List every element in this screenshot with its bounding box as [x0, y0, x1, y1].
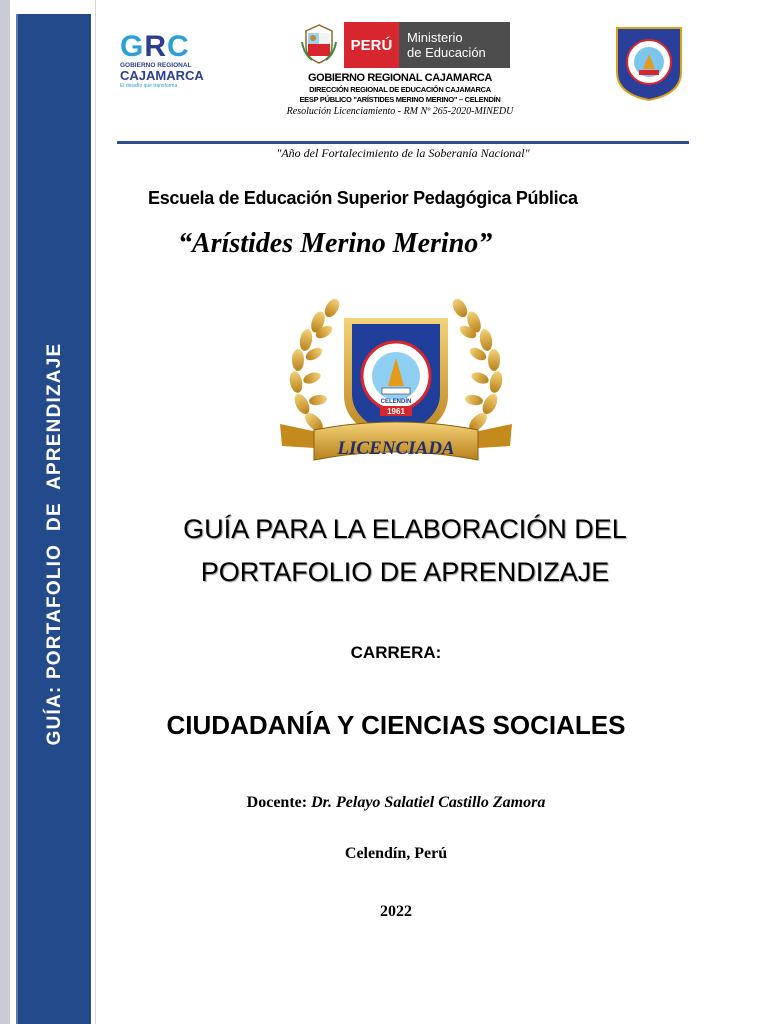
national-shield-icon	[300, 22, 338, 66]
licensed-crest-icon	[274, 296, 518, 472]
document-title	[120, 508, 690, 594]
header-rule	[117, 141, 689, 144]
teacher-line	[120, 794, 672, 812]
career-label: CARRERA:	[350, 643, 442, 662]
teacher-label: Docente:	[246, 794, 308, 811]
side-banner	[16, 14, 91, 1024]
place-text: Celendín, Perú	[344, 845, 448, 862]
direction-title: DIRECCIÓN REGIONAL DE EDUCACIÓN CAJAMARCA	[309, 85, 491, 94]
crest-year: 1961	[387, 407, 405, 416]
document-title-line1: GUÍA PARA LA ELABORACIÓN DEL	[183, 514, 627, 544]
page-shadow	[0, 0, 10, 1024]
grc-logo-mark-r: R	[144, 30, 168, 63]
ministry-label	[399, 22, 510, 68]
ministry-line1: Ministerio	[407, 30, 463, 45]
page-edge-divider	[95, 0, 96, 1024]
crest-town: CELENDÍN	[380, 399, 412, 405]
government-title: GOBIERNO REGIONAL CAJAMARCA	[308, 72, 492, 84]
resolution-text: Resolución Licenciamiento - RM Nº 265-2020-MINEDU	[286, 106, 514, 117]
header-text-block	[240, 72, 560, 118]
year-text: 2022	[380, 903, 412, 920]
school-name: “Arístides Merino Merino”	[178, 228, 493, 259]
school-type: Escuela de Educación Superior Pedagógica Pública	[148, 188, 578, 208]
grc-logo-mark-c: C	[167, 30, 190, 63]
grc-logo-region: CAJAMARCA	[120, 68, 204, 83]
peru-label: PERÚ	[344, 22, 399, 68]
side-banner-title: GUÍA: PORTAFOLIO DE APRENDIZAJE	[43, 342, 65, 746]
grc-logo	[120, 32, 212, 100]
year-motto: "Año del Fortalecimiento de la Soberanía Nacional"	[276, 146, 530, 160]
grc-logo-sub: GOBIERNO REGIONAL	[120, 62, 192, 69]
ministry-line2: de Educación	[407, 45, 486, 60]
crest-banner-text: LICENCIADA	[337, 438, 455, 459]
teacher-name: Dr. Pelayo Salatiel Castillo Zamora	[311, 794, 546, 811]
eesp-title: EESP PÚBLICO "ARÍSTIDES MERINO MERINO" – CELENDÍN	[299, 95, 501, 104]
grc-logo-mark	[120, 32, 212, 62]
career-program: CIUDADANÍA Y CIENCIAS SOCIALES	[166, 710, 626, 740]
institution-emblem-icon	[613, 24, 685, 102]
grc-logo-mark-g: G	[120, 30, 145, 63]
document-title-line2: PORTAFOLIO DE APRENDIZAJE	[200, 557, 610, 587]
grc-logo-tagline: El desafío que transforma	[120, 83, 178, 89]
